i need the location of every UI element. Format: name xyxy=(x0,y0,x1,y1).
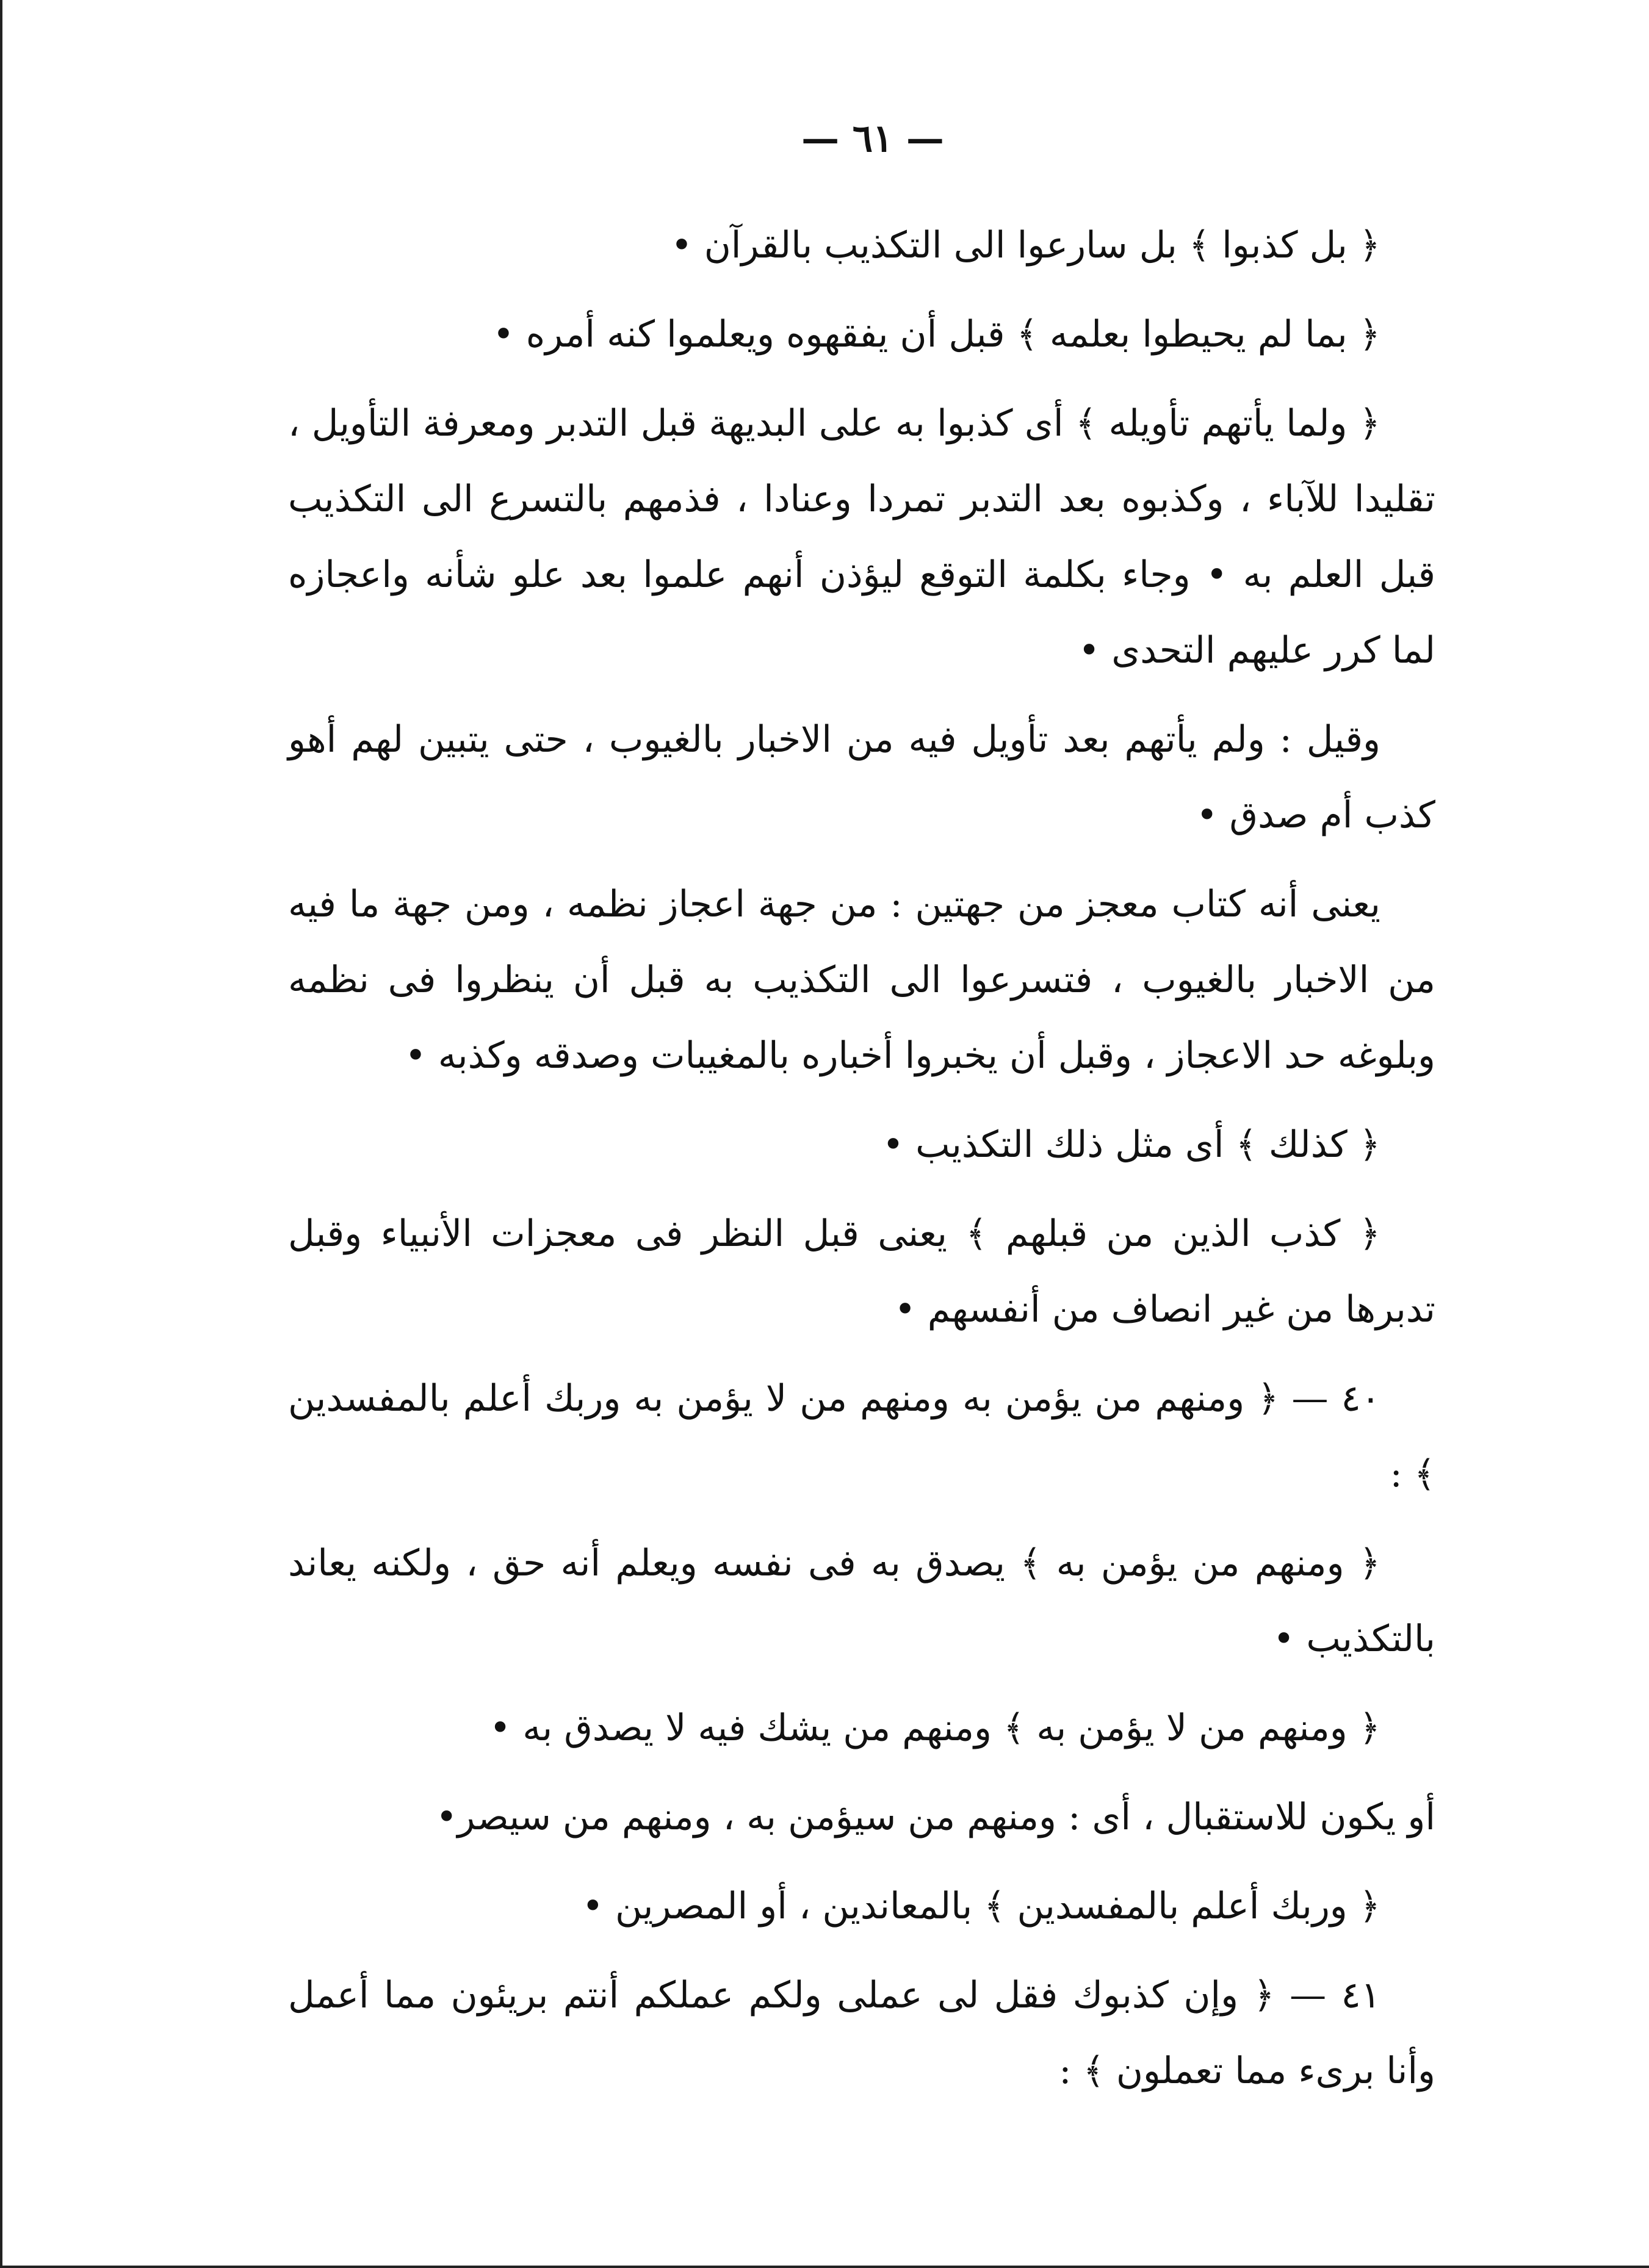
paragraph: ﴿ ولما يأتهم تأويله ﴾ أى كذبوا به على البديهة قبل التدبر ومعرفة التأويل ، تقليدا للآباء ، وكذبوه بعد التدبر تمردا وعنادا ، فذمهم بالتسرع الى التكذيب قبل العلم به • وجاء بكلمة التوقع ليؤذن أنهم علموا بعد علو شأنه واعجازه لما كرر عليهم التحدى • xyxy=(288,402,1435,672)
verse-heading: ٤١ — ﴿ وإن كذبوك فقل لى عملى ولكم عملكم أنتم بريئون مما أعمل وأنا برىء مما تعملون ﴾ : xyxy=(288,1974,1435,2092)
page-number: — ٦١ — xyxy=(801,116,944,160)
paragraph: يعنى أنه كتاب معجز من جهتين : من جهة اعجاز نظمه ، ومن جهة ما فيه من الاخبار بالغيوب ، فتسرعوا الى التكذيب به قبل أن ينظروا فى نظمه وبلوغه حد الاعجاز ، وقبل أن يخبروا أخباره بالمغيبات وصدقه وكذبه • xyxy=(288,883,1435,1077)
paragraph: وقيل : ولم يأتهم بعد تأويل فيه من الاخبار بالغيوب ، حتى يتبين لهم أهو كذب أم صدق • xyxy=(288,718,1435,837)
paragraph: ﴿ وربك أعلم بالمفسدين ﴾ بالمعاندين ، أو المصرين • xyxy=(582,1885,1380,1928)
paragraph: ﴿ كذلك ﴾ أى مثل ذلك التكذيب • xyxy=(882,1123,1380,1166)
paragraph: أو يكون للاستقبال ، أى : ومنهم من سيؤمن به ، ومنهم من سيصر• xyxy=(435,1796,1435,1838)
paragraph: ﴿ ومنهم من يؤمن به ﴾ يصدق به فى نفسه ويعلم أنه حق ، ولكنه يعاند بالتكذيب • xyxy=(288,1542,1435,1660)
paragraph: ﴿ ومنهم من لا يؤمن به ﴾ ومنهم من يشك فيه لا يصدق به • xyxy=(489,1707,1380,1749)
paragraph: ﴿ بما لم يحيطوا بعلمه ﴾ قبل أن يفقهوه ويعلموا كنه أمره • xyxy=(493,313,1380,356)
paragraph: ﴿ كذب الذين من قبلهم ﴾ يعنى قبل النظر فى معجزات الأنبياء وقبل تدبرها من غير انصاف من أنفسهم • xyxy=(288,1212,1435,1331)
bottom-border-line xyxy=(0,2266,1649,2268)
verse-heading: ٤٠ — ﴿ ومنهم من يؤمن به ومنهم من لا يؤمن به وربك أعلم بالمفسدين ﴾ : xyxy=(288,1377,1435,1496)
left-border-line xyxy=(0,0,2,2268)
body-text xyxy=(288,207,1435,2122)
paragraph: ﴿ بل كذبوا ﴾ بل سارعوا الى التكذيب بالقرآن • xyxy=(671,224,1380,267)
